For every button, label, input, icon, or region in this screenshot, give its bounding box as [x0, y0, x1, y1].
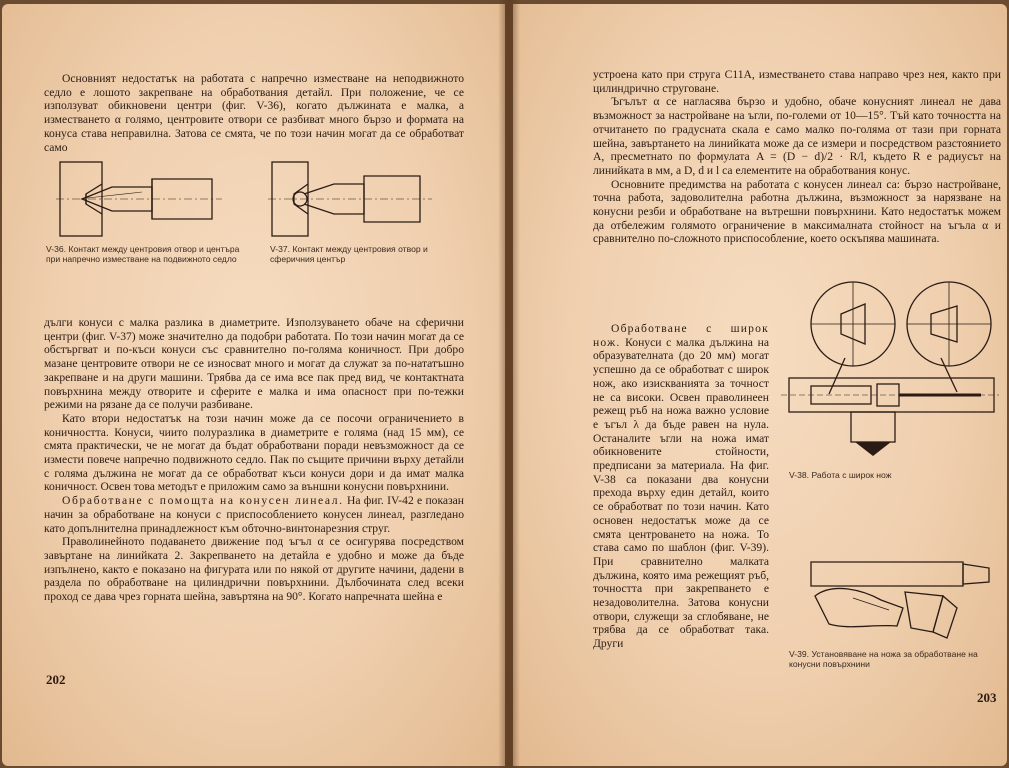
right-para-1: устроена като при струга С11А, изместването става направо чрез нея, както при цилиндрично струговане. — [593, 68, 1001, 95]
figure-v37 — [264, 154, 444, 244]
left-para-4 — [44, 494, 464, 535]
left-body — [44, 316, 464, 604]
right-page-number: 203 — [977, 690, 997, 705]
figure-v36 — [52, 154, 232, 244]
left-page — [2, 4, 505, 766]
fig39-caption: V-39. Установяване на ножа за обработване на конусни повърхнини — [789, 649, 978, 669]
left-para-1 — [44, 72, 464, 154]
right-column — [593, 322, 769, 651]
figure-v38 — [781, 274, 1001, 464]
left-para-2: дълги конуси с малка разлика в диаметрите. Използуването обаче на сферични центри (фиг. V-37) може значително да подобри работата. По този начин могат да се обстъргват и по-къси конуси със сравнително по-голяма коничност. При добро мазане центровите отвори не се износват много и могат да служат за по-нататъшно закрепване и на други машини. Трябва да се има все пак пред вид, че контактната повърхнина между отворите и сферите е малка и има опасност при по-тежки режими на рязане да се получи разбиване. — [44, 316, 464, 412]
right-para-4-text: Конуси с малка дължина на образувателната (до 20 мм) могат успешно да се обработват с широк нож, ако изискванията за точност не са високи. Освен праволинеен режещ ръб на ножа важно условие е ъгъл λ да бъде равен на нула. Останалите ъгли на ножа имат обикновените стойности, предписани за материала. На фиг. V-38 са показани два конусни прехода върху един детайл, които се обработват по този начин. Като основен недостатък може да се смята центроването на ножа. То става само по шаблон (фиг. V-39). При сравнително малката дължина, която има режещият ръб, точността при закрепването е незадоволителна. Затова конусни отвори, служещи за сглобяване, не трябва да се обработват така. Други — [593, 335, 769, 651]
right-page — [513, 4, 1007, 766]
left-para-4-text: На фиг. IV-42 е показан начин за обработване на конуси с приспособлението конусен линеал, разгледано като допълнителна принадлежност към обточно-винтонарезния струг. — [44, 494, 464, 535]
book-gutter — [498, 0, 520, 768]
left-para-5: Праволинейното подаването движение под ъгъл α се осигурява посредством завъртане на линийката 2. Закрепването на детайла е удобно и може да бъде изпълнено, както е показано на фигурата или по някой от другите начини, дадени в раздела по обработване на цилиндрични повърхнини. Дълбочината след всеки проход се дава чрез горната шейна, завъртяна на 90°. Когато напречната шейна е — [44, 535, 464, 604]
fig36-caption: V-36. Контакт между центровия отвор и центъра при напречно изместване на подвижното седло — [46, 244, 240, 264]
figure-v39 — [793, 552, 993, 644]
fig38-caption: V-38. Работа с широк нож — [789, 470, 892, 480]
right-para-3: Основните предимства на работата с конусен линеал са: бързо настройване, точна работа, задоволителна работна дължина, възможност за нарязване на конусни резби и обработване на вътрешни повърхнини. Като недостатък можем да отбележим голямото ограничение в максималната стойност на ъгъла α и сравнително по-сложното приспособление, което оскъпява машината. — [593, 177, 1001, 246]
right-top — [593, 68, 1001, 246]
fig37-caption: V-37. Контакт между центровия отвор и сферичния център — [270, 244, 428, 264]
right-para-4-heading: Обработване с широк нож. — [593, 322, 769, 349]
left-page-number: 202 — [46, 672, 66, 687]
right-para-4 — [593, 322, 769, 651]
left-para-3: Като втори недостатък на този начин може да се посочи ограничението в коничността. Конуси, чиито полуразлика в диаметрите е голяма (над 15 мм), се смята практически, че не могат да бъдат обработвани поради невъзможност да се измести повече напречно подвижното седло. Пак по същите причини върху детайли с голяма дължина не могат да се обработват къси конуси дори и да имат малка коничност. Освен това методът е приложим само за външни конусни повърхнини. — [44, 411, 464, 494]
right-para-2: Ъгълът α се нагласява бързо и удобно, обаче конусният линеал не дава възможност за настройване на ъгли, по-големи от 10—15°. Тъй като точността на отчитането по градусната скала е само малко по-голяма от тази при горната шейна, завъртането на линийката може да се измери и посредством разстоянието A, пресметнато по формулата A = (D − d)/2 · R/l, където R е радиусът на линийката в мм, а D, d и l са елементите на обработвания конус. — [593, 95, 1001, 177]
left-para-4-heading: Обработване с помощта на конусен линеал. — [62, 494, 344, 508]
left-para-1-text: Основният недостатък на работата с напречно изместване на неподвижното седло е лошото закрепване на обработвания детайл. При положение, че се използуват обикновени центри (фиг. V-36), когато дължината е малка, а изместването α голямо, центровите отвори се разбиват много бързо и формата на конуса става неправилна. Затова се смята, че по този начин могат да се обработват само — [44, 72, 464, 154]
